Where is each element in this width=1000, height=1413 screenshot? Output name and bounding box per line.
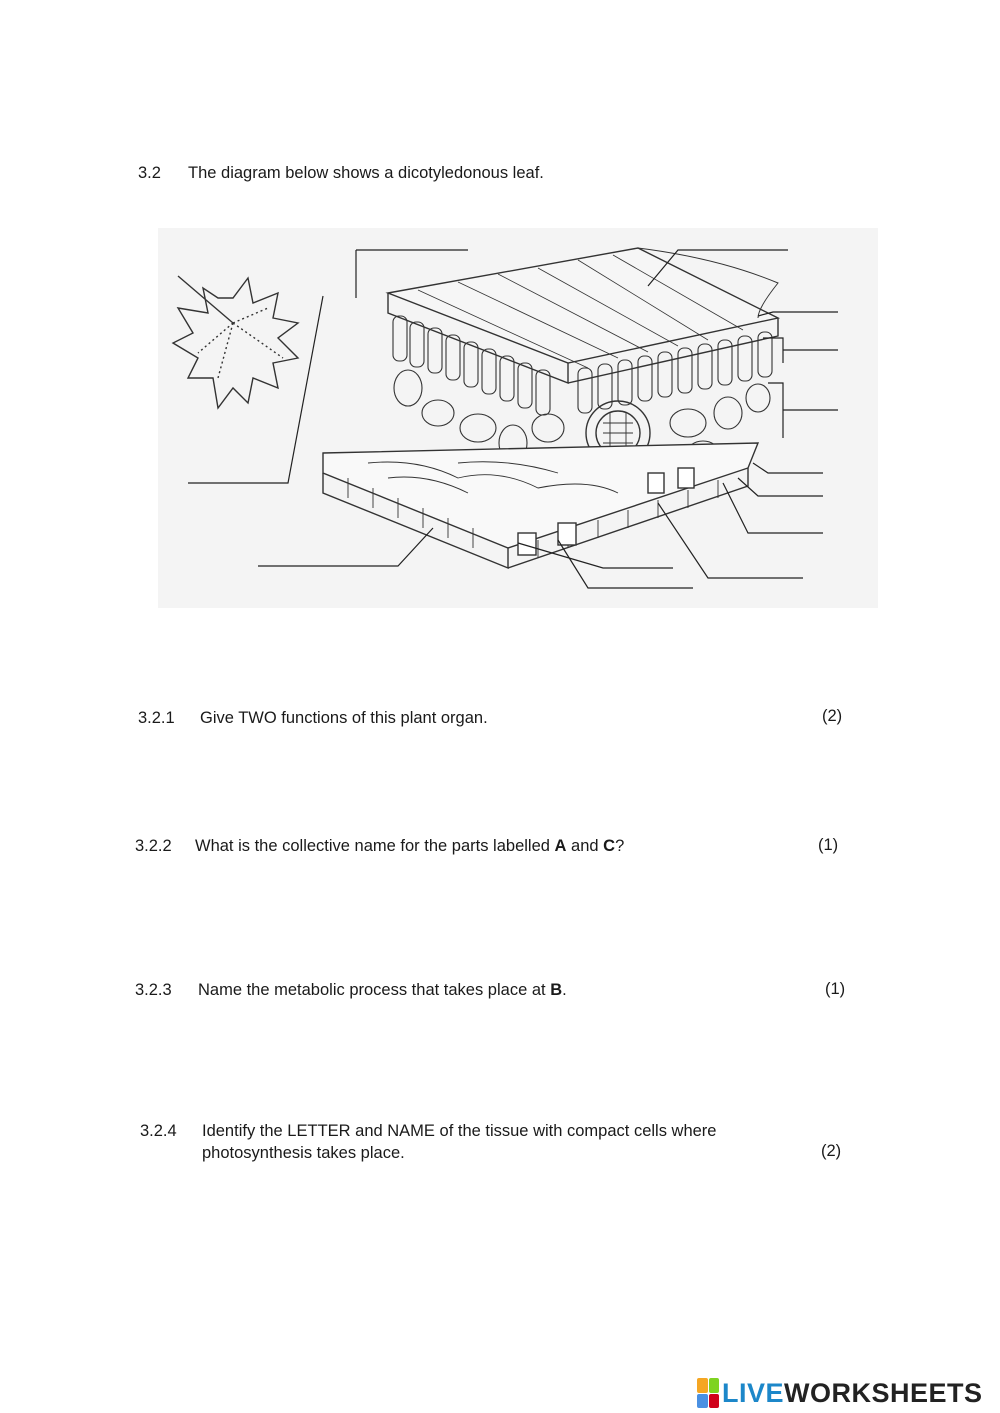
question-text-line1: Identify the LETTER and NAME of the tissue with compact cells where [202,1122,717,1140]
question-3-2-4 [140,1120,716,1142]
question-marks: (1) [818,836,839,854]
question-number: 3.2.4 [140,1122,177,1140]
question-number: 3.2.1 [138,709,175,727]
question-text-line2: photosynthesis takes place. [202,1144,405,1162]
question-3-2-3: 3.2.3 Name the metabolic process that takes place at B. [135,981,567,999]
question-number: 3.2.2 [135,837,172,855]
question-marks: (1) [825,980,846,998]
question-3-2-1 [138,707,488,729]
logo-badge-icon [697,1378,719,1408]
liveworksheets-logo [697,1377,983,1409]
question-number: 3.2.3 [135,981,172,999]
question-text: Give TWO functions of this plant organ. [200,709,488,727]
question-marks: (2) [822,707,843,725]
section-number: 3.2 [138,164,161,182]
label-c: C [603,837,616,855]
label-b: B [550,981,563,999]
question-marks: (2) [821,1142,842,1160]
section-text: The diagram below shows a dicotyledonous leaf. [188,164,544,182]
section-heading [138,162,544,184]
logo-text: LIVEWORKSHEETS [722,1377,983,1408]
label-a: A [554,837,567,855]
question-3-2-2: 3.2.2 What is the collective name for the parts labelled A and C? [135,837,625,855]
leaf-cross-section-diagram [158,228,878,608]
